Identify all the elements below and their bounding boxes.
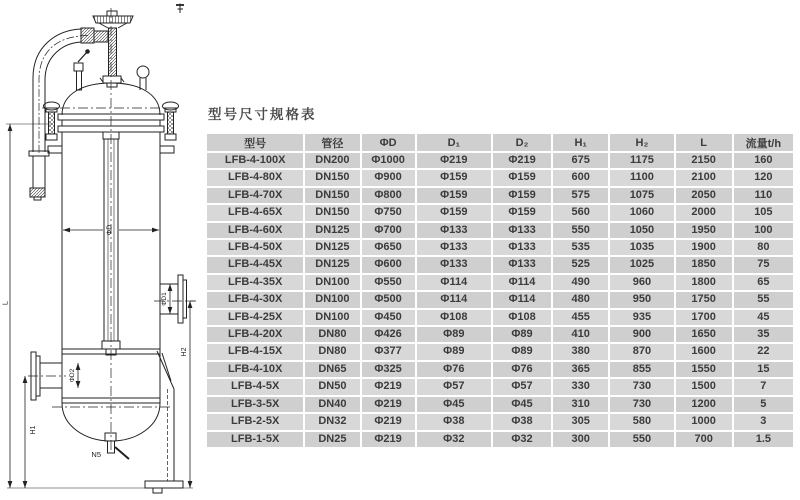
value-cell: 35 — [734, 327, 793, 342]
table-row — [207, 310, 793, 325]
table-row — [207, 379, 793, 394]
model-cell: LFB-4-15X — [207, 344, 303, 359]
value-cell: Φ133 — [493, 240, 551, 255]
value-cell: DN150 — [305, 205, 359, 220]
table-row — [207, 240, 793, 255]
model-cell: LFB-4-80X — [207, 170, 303, 185]
value-cell: 330 — [553, 379, 608, 394]
table-row — [207, 257, 793, 272]
value-cell: 870 — [610, 344, 673, 359]
value-cell: Φ500 — [362, 292, 415, 307]
value-cell: Φ133 — [417, 223, 491, 238]
value-cell: Φ89 — [493, 327, 551, 342]
table-row — [207, 362, 793, 377]
value-cell: Φ76 — [493, 362, 551, 377]
table-title: 型号尺寸规格表 — [208, 107, 317, 122]
value-cell: 1950 — [676, 223, 732, 238]
table-row — [207, 205, 793, 220]
value-cell: 900 — [610, 327, 673, 342]
value-cell: 365 — [553, 362, 608, 377]
value-cell: 1850 — [676, 257, 732, 272]
value-cell: 580 — [610, 414, 673, 429]
value-cell: 310 — [553, 397, 608, 412]
value-cell: 5 — [734, 397, 793, 412]
value-cell: Φ219 — [362, 432, 415, 447]
column-header: ΦD — [362, 134, 415, 151]
value-cell: 120 — [734, 170, 793, 185]
value-cell: DN80 — [305, 327, 359, 342]
table-row — [207, 275, 793, 290]
value-cell: Φ550 — [362, 275, 415, 290]
value-cell: DN125 — [305, 223, 359, 238]
swing-bolt-left — [44, 102, 63, 153]
model-cell: LFB-4-10X — [207, 362, 303, 377]
table-header-row — [207, 134, 793, 151]
value-cell: 1800 — [676, 275, 732, 290]
value-cell: 22 — [734, 344, 793, 359]
value-cell: 1175 — [610, 153, 673, 168]
value-cell: 380 — [553, 344, 608, 359]
value-cell: Φ219 — [362, 379, 415, 394]
value-cell: Φ57 — [417, 379, 491, 394]
label-phi-d1: ΦD1 — [161, 292, 168, 306]
value-cell: 535 — [553, 240, 608, 255]
value-cell: Φ114 — [493, 275, 551, 290]
value-cell: Φ450 — [362, 310, 415, 325]
column-header: D₁ — [417, 134, 491, 151]
value-cell: 110 — [734, 188, 793, 203]
value-cell: 455 — [553, 310, 608, 325]
value-cell: Φ159 — [417, 170, 491, 185]
value-cell: Φ600 — [362, 257, 415, 272]
model-cell: LFB-4-30X — [207, 292, 303, 307]
handwheel — [93, 11, 133, 28]
value-cell: Φ32 — [417, 432, 491, 447]
value-cell: DN25 — [305, 432, 359, 447]
table-row — [207, 397, 793, 412]
column-header: L — [676, 134, 732, 151]
value-cell: 1650 — [676, 327, 732, 342]
value-cell: 575 — [553, 188, 608, 203]
value-cell: Φ45 — [493, 397, 551, 412]
value-cell: 1050 — [610, 223, 673, 238]
table-row — [207, 188, 793, 203]
value-cell: Φ114 — [493, 292, 551, 307]
table-row — [207, 292, 793, 307]
swing-bolt-right — [160, 102, 179, 153]
value-cell: Φ377 — [362, 344, 415, 359]
value-cell: Φ219 — [493, 153, 551, 168]
value-cell: 490 — [553, 275, 608, 290]
value-cell: Φ159 — [417, 188, 491, 203]
support-leg — [145, 351, 183, 493]
value-cell: Φ133 — [417, 240, 491, 255]
value-cell: Φ219 — [362, 397, 415, 412]
value-cell: 1500 — [676, 379, 732, 394]
drain-valve — [105, 433, 129, 459]
value-cell: DN150 — [305, 170, 359, 185]
spec-table-section — [205, 103, 796, 449]
stem-gland — [100, 76, 124, 87]
value-cell: 1035 — [610, 240, 673, 255]
label-drain: N5 — [91, 450, 101, 459]
value-cell: Φ89 — [417, 327, 491, 342]
spec-table — [205, 132, 795, 449]
value-cell: Φ159 — [417, 205, 491, 220]
value-cell: Φ38 — [493, 414, 551, 429]
value-cell: 950 — [610, 292, 673, 307]
model-cell: LFB-4-45X — [207, 257, 303, 272]
value-cell: Φ108 — [417, 310, 491, 325]
value-cell: 300 — [553, 432, 608, 447]
value-cell: 1025 — [610, 257, 673, 272]
value-cell: DN125 — [305, 257, 359, 272]
corner-mark — [176, 4, 184, 14]
model-cell: LFB-4-100X — [207, 153, 303, 168]
model-cell: LFB-4-65X — [207, 205, 303, 220]
table-row — [207, 327, 793, 342]
value-cell: Φ89 — [417, 344, 491, 359]
value-cell: 1600 — [676, 344, 732, 359]
value-cell: 960 — [610, 275, 673, 290]
value-cell: 2050 — [676, 188, 732, 203]
value-cell: 2150 — [676, 153, 732, 168]
value-cell: Φ133 — [493, 257, 551, 272]
model-cell: LFB-3-5X — [207, 397, 303, 412]
model-cell: LFB-4-20X — [207, 327, 303, 342]
model-cell: LFB-4-70X — [207, 188, 303, 203]
table-row — [207, 223, 793, 238]
model-cell: LFB-2-5X — [207, 414, 303, 429]
table-row — [207, 344, 793, 359]
label-h1: H1 — [30, 425, 37, 435]
table-row — [207, 414, 793, 429]
value-cell: 15 — [734, 362, 793, 377]
value-cell: 100 — [734, 223, 793, 238]
value-cell: DN40 — [305, 397, 359, 412]
valve-stem — [109, 28, 117, 76]
value-cell: 560 — [553, 205, 608, 220]
column-header: H₁ — [553, 134, 608, 151]
table-row — [207, 170, 793, 185]
value-cell: Φ108 — [493, 310, 551, 325]
column-header: H₂ — [610, 134, 673, 151]
value-cell: Φ133 — [417, 257, 491, 272]
value-cell: Φ114 — [417, 275, 491, 290]
value-cell: Φ900 — [362, 170, 415, 185]
value-cell: 480 — [553, 292, 608, 307]
value-cell: 2000 — [676, 205, 732, 220]
value-cell: DN125 — [305, 240, 359, 255]
model-cell: LFB-4-25X — [207, 310, 303, 325]
stem-packing-block — [94, 31, 108, 42]
label-l: L — [0, 300, 10, 306]
value-cell: 935 — [610, 310, 673, 325]
value-cell: Φ159 — [493, 170, 551, 185]
value-cell: 730 — [610, 397, 673, 412]
column-header: 型号 — [207, 134, 303, 151]
value-cell: Φ800 — [362, 188, 415, 203]
value-cell: Φ89 — [493, 344, 551, 359]
nozzle-d2 — [28, 352, 66, 400]
value-cell: DN100 — [305, 275, 359, 290]
value-cell: 525 — [553, 257, 608, 272]
value-cell: 1.5 — [734, 432, 793, 447]
model-cell: LFB-4-50X — [207, 240, 303, 255]
value-cell: 410 — [553, 327, 608, 342]
value-cell: DN100 — [305, 292, 359, 307]
value-cell: Φ133 — [493, 223, 551, 238]
value-cell: Φ45 — [417, 397, 491, 412]
value-cell: Φ159 — [493, 205, 551, 220]
model-cell: LFB-4-35X — [207, 275, 303, 290]
value-cell: 7 — [734, 379, 793, 394]
value-cell: Φ1000 — [362, 153, 415, 168]
label-h2: H2 — [181, 347, 188, 357]
value-cell: 2100 — [676, 170, 732, 185]
value-cell: 1900 — [676, 240, 732, 255]
column-header: D₂ — [493, 134, 551, 151]
value-cell: DN100 — [305, 310, 359, 325]
vent-valve — [74, 50, 89, 90]
value-cell: Φ700 — [362, 223, 415, 238]
value-cell: 675 — [553, 153, 608, 168]
table-row — [207, 432, 793, 447]
value-cell: 1700 — [676, 310, 732, 325]
label-phi-d: ΦD — [106, 224, 114, 236]
value-cell: 1000 — [676, 414, 732, 429]
value-cell: 700 — [676, 432, 732, 447]
label-phi-d2: ΦD2 — [69, 368, 76, 383]
value-cell: Φ650 — [362, 240, 415, 255]
dimension-h2 — [186, 301, 195, 488]
value-cell: Φ750 — [362, 205, 415, 220]
value-cell: Φ76 — [417, 362, 491, 377]
value-cell: Φ159 — [493, 188, 551, 203]
value-cell: Φ426 — [362, 327, 415, 342]
value-cell: Φ57 — [493, 379, 551, 394]
value-cell: Φ114 — [417, 292, 491, 307]
value-cell: 1200 — [676, 397, 732, 412]
value-cell: 55 — [734, 292, 793, 307]
value-cell: 730 — [610, 379, 673, 394]
value-cell: 160 — [734, 153, 793, 168]
value-cell: Φ325 — [362, 362, 415, 377]
value-cell: DN65 — [305, 362, 359, 377]
value-cell: DN80 — [305, 344, 359, 359]
column-header: 管径 — [305, 134, 359, 151]
ball-vent — [137, 66, 149, 90]
model-cell: LFB-1-5X — [207, 432, 303, 447]
value-cell: 45 — [734, 310, 793, 325]
value-cell: DN50 — [305, 379, 359, 394]
value-cell: 550 — [553, 223, 608, 238]
value-cell: 600 — [553, 170, 608, 185]
value-cell: 1075 — [610, 188, 673, 203]
table-row — [207, 153, 793, 168]
value-cell: Φ219 — [362, 414, 415, 429]
value-cell: 65 — [734, 275, 793, 290]
value-cell: 1550 — [676, 362, 732, 377]
value-cell: 75 — [734, 257, 793, 272]
value-cell: 1060 — [610, 205, 673, 220]
value-cell: 1100 — [610, 170, 673, 185]
value-cell: DN150 — [305, 188, 359, 203]
value-cell: 3 — [734, 414, 793, 429]
model-cell: LFB-4-5X — [207, 379, 303, 394]
value-cell: Φ219 — [417, 153, 491, 168]
column-header: 流量t/h — [734, 134, 793, 151]
value-cell: DN32 — [305, 414, 359, 429]
value-cell: Φ38 — [417, 414, 491, 429]
value-cell: 550 — [610, 432, 673, 447]
value-cell: 105 — [734, 205, 793, 220]
value-cell: 80 — [734, 240, 793, 255]
model-cell: LFB-4-60X — [207, 223, 303, 238]
value-cell: Φ32 — [493, 432, 551, 447]
value-cell: 855 — [610, 362, 673, 377]
value-cell: 305 — [553, 414, 608, 429]
value-cell: 1750 — [676, 292, 732, 307]
value-cell: DN200 — [305, 153, 359, 168]
filter-vessel-drawing — [0, 0, 210, 500]
